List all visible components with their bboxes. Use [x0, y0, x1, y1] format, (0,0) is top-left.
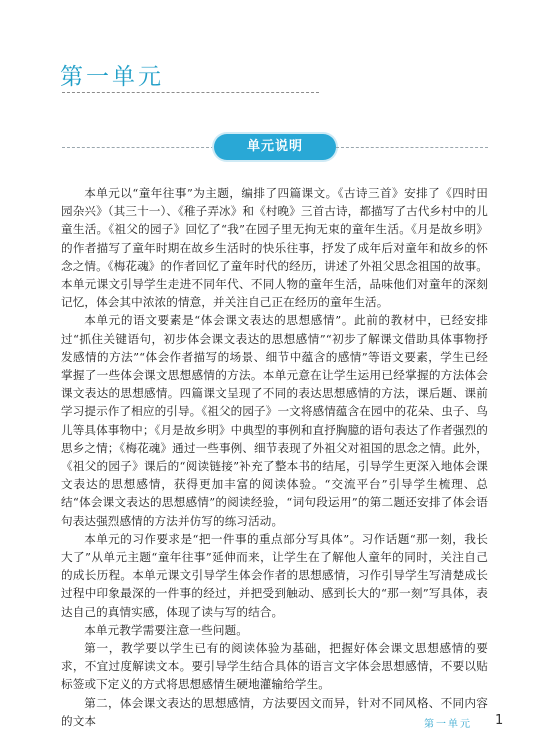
paragraph: 第二，体会课文表达的思想感情，方法要因文而异，针对不同风格、不同内容的文本 [61, 695, 488, 728]
section-badge: 单元说明 [214, 134, 336, 160]
paragraph: 本单元教学需要注意一些问题。 [84, 622, 248, 637]
title-divider [62, 92, 319, 93]
paragraph: 第一，教学要以学生已有的阅读体验为基础，把握好体会课文思想感情的要求，不宜过度解读文本。要引导学生结合具体的语言文字体会思想感情，不要以贴标签或下定义的方式将思想感情生硬地灌输给学生。 [61, 641, 488, 692]
body-text [61, 184, 488, 730]
unit-title: 第一单元 [60, 64, 164, 90]
footer-unit-label: 第一单元 [424, 719, 472, 730]
page-number: 1 [495, 713, 504, 728]
paragraph: 本单元的语文要素是“体会课文表达的思想感情”。此前的教材中，已经安排过“抓住关键语句，初步体会课文表达的思想感情”“初步了解课文借助具体事物抒发感情的方法”“体会作者描写的场景、细节中蕴含的感情”等语文要素，学生已经掌握了一些体会课文思想感情的方法。本单元意在让学生运用已经掌握的方法体会课文表达的思想感情。四篇课文呈现了不同的表达思想感情的方法，课后题、课前学习提示作了相应的引导。《祖父的园子》一文将感情蕴含在园中的花朵、虫子、鸟儿等具体事物中；《月是故乡明》中典型的事例和直抒胸臆的语句表达了作者强烈的思乡之情；《梅花魂》通过一些事例、细节表现了外祖父对祖国的思念之情。此外，《祖父的园子》课后的“阅读链接”补充了整本书的结尾，引导学生更深入地体会课文表达的思想感情，获得更加丰富的阅读体验。“交流平台”引导学生梳理、总结“体会课文表达的思想感情”的阅读经验，“词句段运用”的第二题还安排了体会语句表达强烈感情的方法并仿写的练习活动。 [61, 313, 488, 528]
paragraph: 本单元的习作要求是“把一件事的重点部分写具体”。习作话题“那一刻，我长大了”从单元主题“童年往事”延伸而来，让学生在了解他人童年的同时，关注自己的成长历程。本单元课文引导学生体会作者的思想感情，习作引导学生写清楚成长过程中印象最深的一件事的经过，并把受到触动、感到长大的“那一刻”写具体，表达自己的真情实感，体现了读与写的结合。 [61, 531, 488, 619]
section-divider-left [62, 147, 214, 148]
page-footer [0, 713, 548, 731]
paragraph: 本单元以“童年往事”为主题，编排了四篇课文。《古诗三首》安排了《四时田园杂兴》（其三十一）、《稚子弄冰》和《村晚》三首古诗，都描写了古代乡村中的儿童生活。《祖父的园子》回忆了“我”在园子里无拘无束的童年生活。《月是故乡明》的作者描写了童年时期在故乡生活时的快乐往事，抒发了成年后对童年和故乡的怀念之情。《梅花魂》的作者回忆了童年时代的经历，讲述了外祖父思念祖国的故事。本单元课文引导学生走进不同年代、不同人物的童年生活，品味他们对童年的深刻记忆，体会其中浓浓的情意，并关注自己正在经历的童年生活。 [61, 186, 488, 310]
section-divider-right [336, 147, 488, 148]
